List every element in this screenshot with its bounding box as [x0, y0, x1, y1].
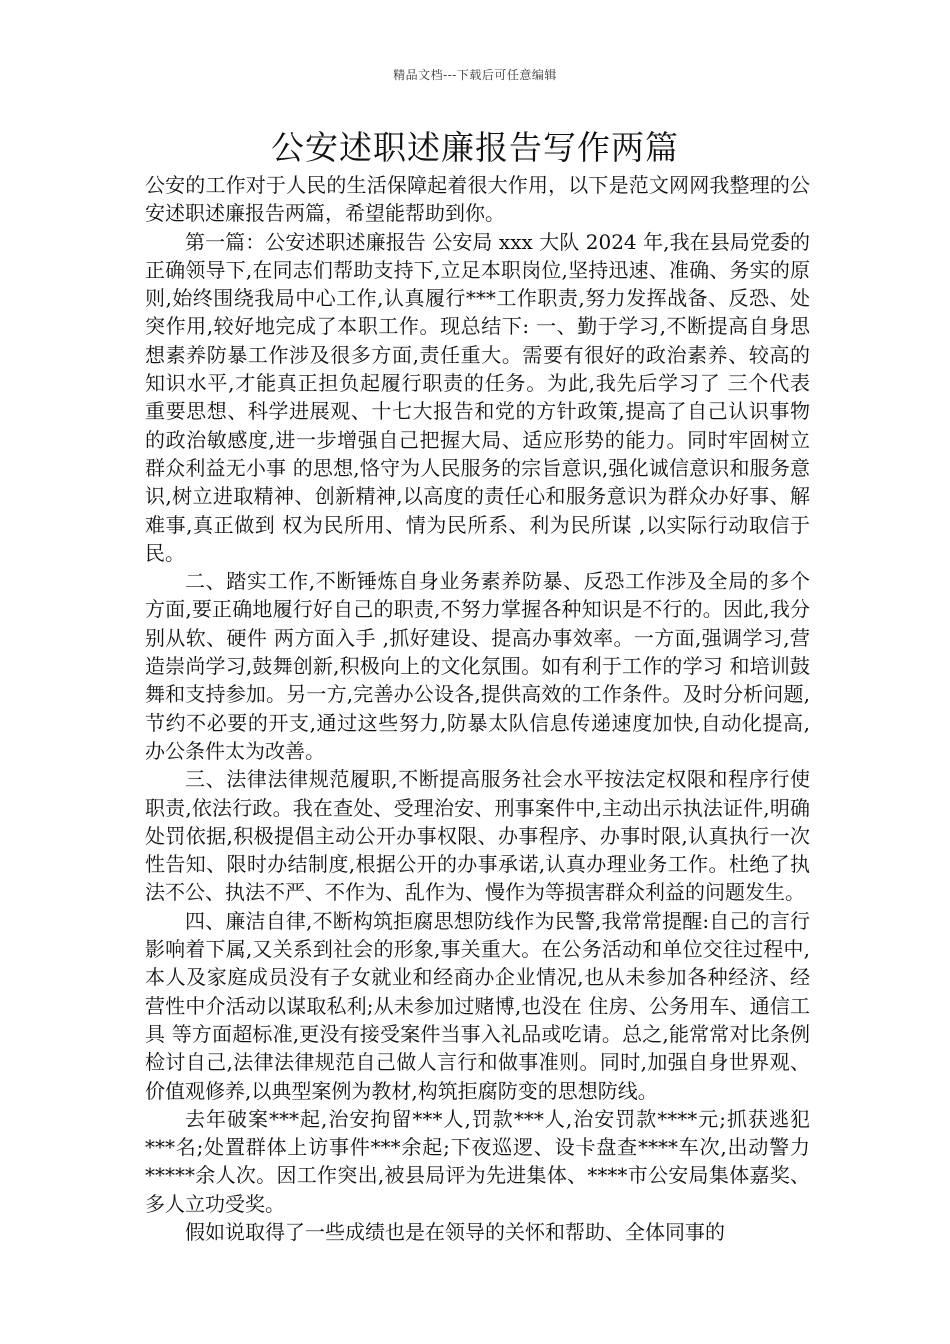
document-body	[145, 171, 810, 1246]
body-paragraph-5: 去年破案***起,治安拘留***人,罚款***人,治安罚款****元;抓获逃犯***名;处置群体上访事件***余起;下夜巡逻、设卡盘查****车次,出动警力*****余人次。因工作突出,被县局评为先进集体、****市公安局集体嘉奖、多人立功受奖。	[145, 1106, 810, 1216]
body-paragraph-6: 假如说取得了一些成绩也是在领导的关怀和帮助、全体同事的	[185, 1219, 725, 1244]
body-paragraph-4: 四、廉洁自律,不断构筑拒腐思想防线作为民警,我常常提醒:自己的言行影响着下属,又关系到社会的形象,事关重大。在公务活动和单位交往过程中,本人及家庭成员没有子女就业和经商办企业情况,也从未参加各种经济、经营性中介活动以谋取私利;从未参加过赌博,也没在 住房、公务用车、通信工具 等方面超标准,更没有接受案件当事入礼品或吃请。总之,能常常对比条例检讨自己,法律法律规范自己做人言行和做事准则。同时,加强自身世界观、价值观修养,以典型案例为教材,构筑拒腐防变的思想防线。	[145, 908, 810, 1103]
document-title: 公安述职述廉报告写作两篇	[271, 128, 679, 167]
intro-paragraph: 公安的工作对于人民的生活保障起着很大作用，以下是范文网网我整理的公安述职述廉报告两篇，希望能帮助到你。	[145, 173, 810, 226]
body-paragraph-3: 三、法律法律规范履职,不断提高服务社会水平按法定权限和程序行使职责,依法行政。我在查处、受理治安、刑事案件中,主动出示执法证件,明确处罚依据,积极提倡主动公开办事权限、办事程序、办事时限,认真执行一次性告知、限时办结制度,根据公开的办事承诺,认真办理业务工作。杜绝了执法不公、执法不严、不作为、乱作为、慢作为等损害群众利益的问题发生。	[145, 767, 810, 905]
header-note: 精品文档---下载后可任意编辑	[393, 68, 557, 82]
body-paragraph-2: 二、踏实工作,不断锤炼自身业务素养防暴、反恐工作涉及全局的多个方面,要正确地履行好自己的职责,不努力掌握各种知识是不行的。因此,我分别从软、硬件 两方面入手 ,抓好建设、提高办事效率。一方面,强调学习,营造崇尚学习,鼓舞创新,积极向上的文化氛围。如有利于工作的学习 和培训鼓舞和支持参加。另一方,完善办公设各,提供高效的工作条件。及时分析问题,节约不必要的开支,通过这些努力,防暴太队信息传递速度加快,自动化提高,办公条件太为改善。	[145, 569, 810, 763]
body-paragraph-1: 第一篇：公安述职述廉报告 公安局 xxx 大队 2024 年,我在县局党委的正确领导下,在同志们帮助支持下,立足本职岗位,坚持迅速、准确、务实的原则,始终围绕我局中心工作,认真履行***工作职责,努力发挥战备、反恐、处突作用,较好地完成了本职工作。现总结下: 一、勤于学习,不断提高自身思想素养防暴工作涉及很多方面,责任重大。需要有很好的政治素养、较高的知识水平,才能真正担负起履行职责的任务。为此,我先后学习了 三个代表 重要思想、科学进展观、十七大报告和党的方针政策,提高了自己认识事物的政治敏感度,进一步增强自己把握大局、适应形势的能力。同时牢固树立 群众利益无小事 的思想,恪守为人民服务的宗旨意识,强化诚信意识和服务意识,树立进取精神、创新精神,以高度的责任心和服务意识为群众办好事、解难事,真正做到 权为民所用、情为民所系、利为民所谋 ,以实际行动取信于民。	[145, 229, 810, 565]
